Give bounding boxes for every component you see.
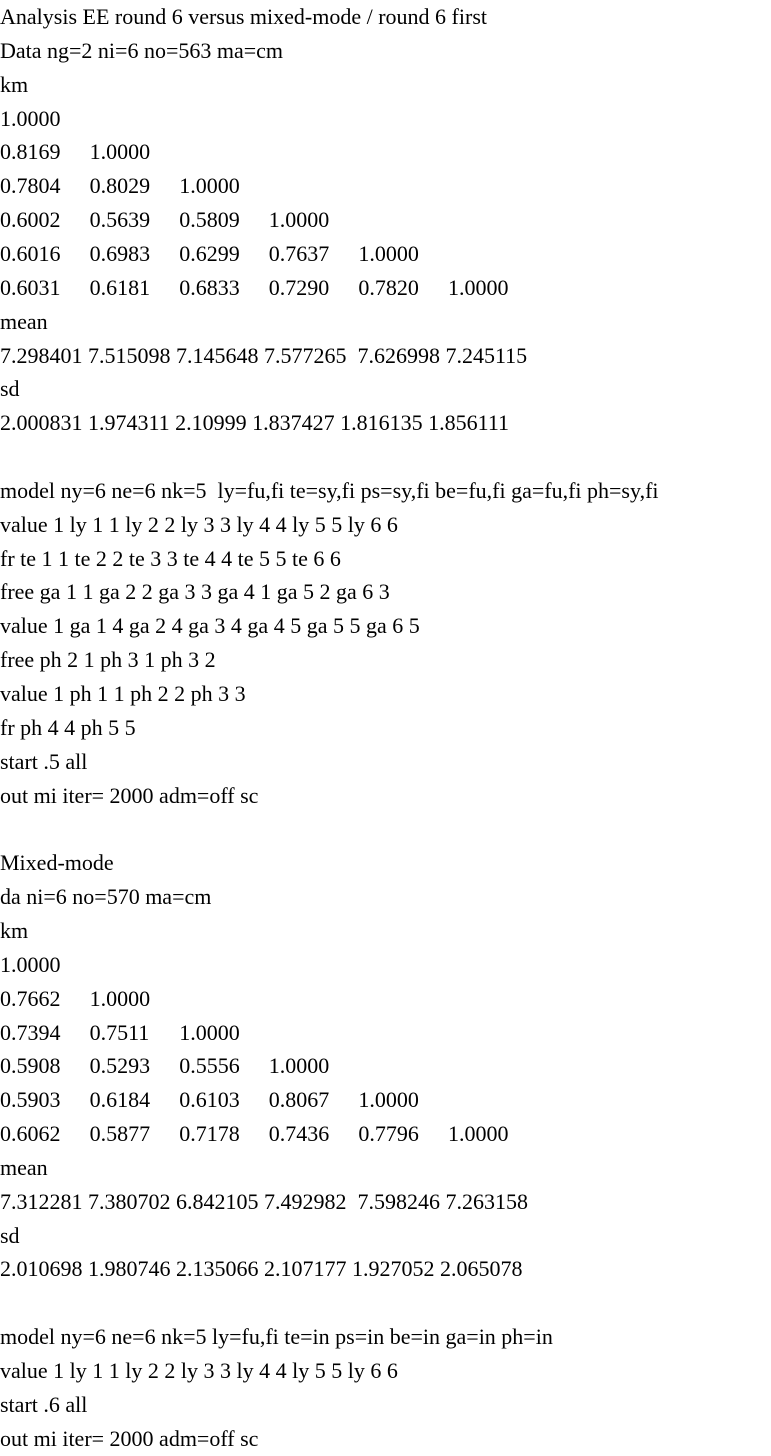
model-syntax-line: value 1 ly 1 1 ly 2 2 ly 3 3 ly 4 4 ly 5 5 ly 6 6: [0, 1358, 398, 1383]
correlation-matrix-row: [0, 169, 771, 203]
model-syntax-line: value 1 ga 1 4 ga 2 4 ga 3 4 ga 4 5 ga 5 5 ga 6 5: [0, 613, 420, 639]
model-syntax-line: free ga 1 1 ga 2 2 ga 3 3 ga 4 1 ga 5 2 ga 6 3: [0, 579, 390, 605]
correlation-matrix-row: [0, 135, 771, 169]
model-syntax-line: value 1 ly 1 1 ly 2 2 ly 3 3 ly 4 4 ly 5 5 ly 6 6: [0, 511, 398, 537]
matrix-cell: 1.0000: [89, 985, 151, 1011]
matrix-cell: 1.0000: [179, 1019, 240, 1045]
correlation-matrix-row: [0, 237, 771, 271]
section-heading: Mixed-mode: [0, 850, 114, 876]
matrix-cell: 1.0000: [358, 240, 419, 266]
matrix-cell: 0.7511: [89, 1019, 150, 1045]
matrix-cell: 0.7436: [268, 1121, 330, 1147]
stats-values-line: 7.312281 7.380702 6.842105 7.492982 7.598246 7.263158: [0, 1188, 528, 1214]
stats-values-line: 2.000831 1.974311 2.10999 1.837427 1.816135 1.856111: [0, 410, 510, 436]
correlation-matrix-row: [0, 982, 771, 1016]
matrix-cell: 0.5908: [0, 1053, 61, 1079]
matrix-cell: 0.6181: [89, 274, 151, 300]
stats-keyword-line: sd: [0, 1222, 20, 1248]
model-syntax-line: model ny=6 ne=6 nk=5 ly=fu,fi te=in ps=in be=in ga=in ph=in: [0, 1324, 553, 1350]
section-heading: Analysis EE round 6 versus mixed-mode / round 6 first: [0, 4, 487, 29]
model-syntax-line: start .6 all: [0, 1391, 88, 1417]
matrix-cell: 1.0000: [179, 173, 240, 199]
matrix-cell: 0.6103: [179, 1087, 240, 1113]
correlation-matrix-row: [0, 102, 771, 136]
model-syntax-line: out mi iter= 2000 adm=off sc: [0, 1425, 259, 1451]
matrix-cell: 0.6016: [0, 240, 61, 266]
matrix-cell: 1.0000: [89, 139, 151, 165]
stats-keyword-line: sd: [0, 376, 20, 402]
matrix-cell: 0.6983: [89, 240, 151, 266]
matrix-cell: 0.7637: [268, 240, 330, 266]
stats-keyword-line: mean: [0, 308, 48, 334]
correlation-matrix-row: [0, 1049, 771, 1083]
matrix-cell: 1.0000: [268, 207, 330, 233]
stats-keyword-line: mean: [0, 1154, 48, 1180]
matrix-cell: 0.6299: [179, 240, 240, 266]
model-syntax-line: free ph 2 1 ph 3 1 ph 3 2: [0, 647, 216, 673]
correlation-matrix-row: [0, 948, 771, 982]
matrix-cell: 0.5903: [0, 1087, 61, 1113]
data-line: Data ng=2 ni=6 no=563 ma=cm: [0, 37, 284, 63]
model-syntax-line: start .5 all: [0, 748, 88, 774]
matrix-cell: 0.7290: [268, 274, 330, 300]
matrix-cell: 0.8169: [0, 139, 61, 165]
matrix-cell: 0.7820: [358, 274, 419, 300]
stats-values-line: 2.010698 1.980746 2.135066 2.107177 1.927052 2.065078: [0, 1256, 523, 1282]
model-syntax-line: out mi iter= 2000 adm=off sc: [0, 782, 259, 808]
km-keyword-line: km: [0, 71, 29, 97]
model-syntax-line: model ny=6 ne=6 nk=5 ly=fu,fi te=sy,fi ps=sy,fi be=fu,fi ga=fu,fi ph=sy,fi: [0, 477, 659, 503]
matrix-cell: 0.7662: [0, 985, 61, 1011]
model-syntax-line: fr te 1 1 te 2 2 te 3 3 te 4 4 te 5 5 te 6 6: [0, 545, 341, 571]
model-syntax-line: value 1 ph 1 1 ph 2 2 ph 3 3: [0, 681, 246, 706]
matrix-cell: 0.7394: [0, 1019, 61, 1045]
matrix-cell: 1.0000: [448, 274, 509, 300]
matrix-cell: 0.6062: [0, 1121, 61, 1147]
correlation-matrix-row: [0, 271, 771, 305]
correlation-matrix-row: [0, 1016, 771, 1050]
stats-values-line: 7.298401 7.515098 7.145648 7.577265 7.626998 7.245115: [0, 342, 528, 368]
matrix-cell: 0.8067: [268, 1087, 330, 1113]
matrix-cell: 0.6031: [0, 274, 61, 300]
correlation-matrix-row: [0, 1117, 771, 1151]
matrix-cell: 0.6002: [0, 207, 61, 233]
matrix-cell: 0.5556: [179, 1053, 240, 1079]
matrix-cell: 0.7178: [179, 1121, 240, 1147]
data-line: da ni=6 no=570 ma=cm: [0, 884, 212, 910]
matrix-cell: 1.0000: [0, 105, 61, 131]
matrix-cell: 0.8029: [89, 173, 151, 199]
matrix-cell: 0.5293: [89, 1053, 151, 1079]
matrix-cell: 0.5877: [89, 1121, 151, 1147]
matrix-cell: 0.6833: [179, 274, 240, 300]
matrix-cell: 1.0000: [0, 951, 61, 977]
correlation-matrix-row: [0, 203, 771, 237]
matrix-cell: 1.0000: [358, 1087, 419, 1113]
matrix-cell: 0.7804: [0, 173, 61, 199]
km-keyword-line: km: [0, 917, 29, 943]
model-syntax-line: fr ph 4 4 ph 5 5: [0, 714, 136, 740]
matrix-cell: 1.0000: [448, 1121, 509, 1147]
matrix-cell: 0.6184: [89, 1087, 151, 1113]
matrix-cell: 0.5639: [89, 207, 151, 233]
matrix-cell: 0.7796: [358, 1121, 419, 1147]
matrix-cell: 0.5809: [179, 207, 240, 233]
matrix-cell: 1.0000: [268, 1053, 330, 1079]
correlation-matrix-row: [0, 1083, 771, 1117]
